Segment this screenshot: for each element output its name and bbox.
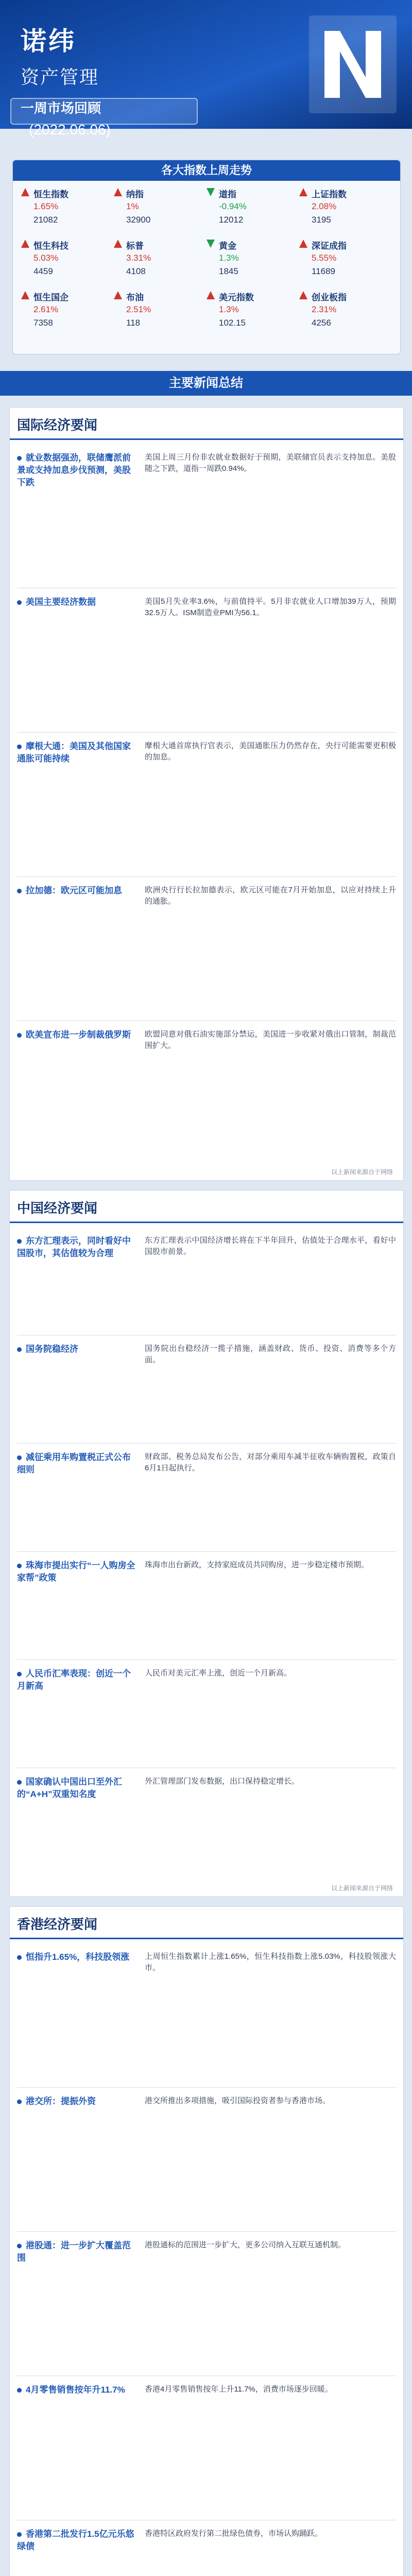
news-divider (17, 1659, 396, 1660)
index-name: 美元指数 (207, 290, 294, 303)
news-section-bar (0, 371, 412, 396)
index-value: 32900 (126, 215, 151, 225)
news-divider (17, 876, 396, 877)
intl-news-region (9, 407, 404, 1181)
news-item-headline: 国务院稳经济 (17, 1343, 139, 1355)
china-news-region (9, 1190, 404, 1897)
intl-title-underline (10, 438, 403, 440)
arrow-up-icon (207, 291, 215, 299)
china-title-underline (10, 1222, 403, 1223)
news-item-headline: 恒指升1.65%，科技股领涨 (17, 1951, 139, 1963)
index-value: 1845 (219, 266, 238, 276)
news-divider (17, 2231, 396, 2232)
index-value: 2.51% (126, 304, 151, 314)
index-grid (21, 187, 392, 347)
hk-title-underline (10, 1938, 403, 1939)
news-item-headline: 拉加德：欧元区可能加息 (17, 885, 139, 897)
news-item-headline: 珠海市提出实行“一人购房全家帮”政策 (17, 1560, 139, 1584)
news-item-body: 香港4月零售销售按年上升11.7%，消费市场逐步回暖。 (145, 2385, 333, 2394)
report-date: (2022.06.06) (29, 122, 111, 138)
arrow-down-icon (207, 188, 215, 196)
news-item-headline: 香港第二批发行1.5亿元乐悠绿债 (17, 2528, 139, 2553)
index-name: 布油 (114, 290, 201, 303)
index-value: 7358 (33, 318, 53, 328)
news-divider (17, 1551, 396, 1552)
index-value: -0.94% (219, 201, 247, 211)
index-value: 2.61% (33, 304, 59, 314)
news-item-body: 美国5月失业率3.6%，与前值持平。5月非农就业人口增加39万人，预期32.5万人。ISM制造业PMI为56.1。 (145, 597, 396, 617)
news-item-body: 珠海市出台新政，支持家庭成员共同购房，进一步稳定楼市预期。 (145, 1561, 369, 1569)
index-value: 2.08% (312, 201, 337, 211)
news-item-headline: 美国主要经济数据 (17, 596, 139, 608)
index-value: 4459 (33, 266, 53, 276)
news-item-headline: 国家确认中国出口至外汇的“A+H”双重知名度 (17, 1776, 139, 1801)
arrow-up-icon (21, 291, 29, 299)
brand-logo-icon (309, 15, 397, 113)
brand-subtitle: 资产管理 (21, 66, 99, 88)
hk-news-region (9, 1906, 404, 2576)
news-divider (17, 732, 396, 733)
index-value: 11689 (312, 266, 336, 276)
arrow-up-icon (114, 240, 122, 248)
index-cell (21, 290, 109, 367)
news-item-headline: 摩根大通：美国及其他国家通胀可能持续 (17, 740, 139, 765)
index-value: 1.3% (219, 304, 239, 314)
index-value: 118 (126, 318, 141, 328)
index-name: 纳指 (114, 187, 201, 200)
index-value: 1.3% (219, 253, 239, 263)
index-value: 4256 (312, 318, 331, 328)
news-item-body: 摩根大通首席执行官表示，美国通胀压力仍然存在，央行可能需要更积极的加息。 (145, 741, 396, 761)
news-item-headline: 港股通：进一步扩大覆盖范围 (17, 2240, 139, 2264)
index-name: 恒生指数 (21, 187, 109, 200)
hk-news-title: 香港经济要闻 (17, 1917, 98, 1932)
index-panel (12, 160, 401, 354)
news-item-headline: 减征乘用车购置税正式公布细则 (17, 1451, 139, 1476)
intl-footnote: 以上新闻来源自于网络 (331, 1168, 393, 1176)
arrow-up-icon (21, 240, 29, 248)
index-value: 5.55% (312, 253, 337, 263)
index-cell (299, 290, 387, 367)
news-item-body: 外汇管理部门发布数据，出口保持稳定增长。 (145, 1777, 300, 1786)
news-divider (17, 2087, 396, 2088)
index-cell (114, 290, 201, 367)
news-item-headline: 人民币汇率表现：创近一个月新高 (17, 1668, 139, 1692)
arrow-up-icon (299, 240, 307, 248)
arrow-up-icon (114, 291, 122, 299)
arrow-up-icon (299, 291, 307, 299)
news-item-body: 上周恒生指数累计上涨1.65%，恒生科技指数上涨5.03%，科技股领涨大市。 (145, 1952, 396, 1972)
news-item-headline: 4月零售销售按年升11.7% (17, 2384, 139, 2396)
index-value: 3195 (312, 215, 331, 225)
report-title: 一周市场回顾 (21, 100, 101, 116)
index-name: 深证成指 (299, 239, 387, 251)
brand-name: 诺纬 (21, 26, 76, 56)
index-value: 1% (126, 201, 139, 211)
index-cell (207, 290, 294, 367)
index-value: 2.31% (312, 304, 337, 314)
arrow-up-icon (21, 188, 29, 196)
news-item-body: 港股通标的范围进一步扩大，更多公司纳入互联互通机制。 (145, 2241, 346, 2249)
index-name: 创业板指 (299, 290, 387, 303)
arrow-down-icon (207, 240, 215, 248)
news-divider (17, 1443, 396, 1444)
index-value: 5.03% (33, 253, 59, 263)
news-item-headline: 东方汇理表示，同时看好中国股市，其估值较为合理 (17, 1235, 139, 1260)
index-value: 102.15 (219, 318, 246, 328)
index-name: 上证指数 (299, 187, 387, 200)
news-item-body: 东方汇理表示中国经济增长将在下半年回升，估值处于合理水平，看好中国股市前景。 (145, 1236, 396, 1256)
news-item-body: 欧洲央行行长拉加德表示，欧元区可能在7月开始加息，以应对持续上升的通胀。 (145, 886, 396, 906)
index-name: 标普 (114, 239, 201, 251)
news-item-body: 美国上周三月份非农就业数据好于预期，美联储官员表示支持加息。美股随之下跌，道指一周跌0.94%。 (145, 453, 396, 473)
news-item-body: 香港特区政府发行第二批绿色债券，市场认购踊跃。 (145, 2529, 323, 2538)
news-item-body: 财政部、税务总局发布公告，对部分乘用车减半征收车辆购置税，政策自6月1日起执行。 (145, 1452, 396, 1472)
china-footnote: 以上新闻来源自于网络 (331, 1885, 393, 1892)
news-item-headline: 欧美宣布进一步制裁俄罗斯 (17, 1029, 139, 1041)
index-value: 1.65% (33, 201, 59, 211)
news-item-body: 欧盟同意对俄石油实施部分禁运，美国进一步收紧对俄出口管制，制裁范围扩大。 (145, 1030, 396, 1050)
news-item-body: 港交所推出多项措施，吸引国际投资者参与香港市场。 (145, 2096, 331, 2105)
report-header (0, 0, 412, 138)
index-name: 恒生科技 (21, 239, 109, 251)
china-news-title: 中国经济要闻 (17, 1200, 98, 1216)
index-value: 21082 (33, 215, 58, 225)
index-name: 道指 (207, 187, 294, 200)
intl-news-title: 国际经济要闻 (17, 417, 98, 433)
arrow-up-icon (299, 188, 307, 196)
news-item-body: 国务院出台稳经济一揽子措施，涵盖财政、货币、投资、消费等多个方面。 (145, 1344, 396, 1364)
arrow-up-icon (114, 188, 122, 196)
news-section-label: 主要新闻总结 (169, 376, 243, 390)
index-name: 黄金 (207, 239, 294, 251)
news-item-body: 人民币对美元汇率上涨，创近一个月新高。 (145, 1669, 292, 1677)
news-item-headline: 就业数据强劲，联储鹰派前景或支持加息步伐预测，美股下跌 (17, 452, 139, 489)
index-value: 4108 (126, 266, 146, 276)
index-value: 12012 (219, 215, 244, 225)
news-item-headline: 港交所：提振外资 (17, 2095, 139, 2108)
index-name: 恒生国企 (21, 290, 109, 303)
index-value: 3.31% (126, 253, 151, 263)
index-panel-title: 各大指数上周走势 (13, 160, 400, 181)
